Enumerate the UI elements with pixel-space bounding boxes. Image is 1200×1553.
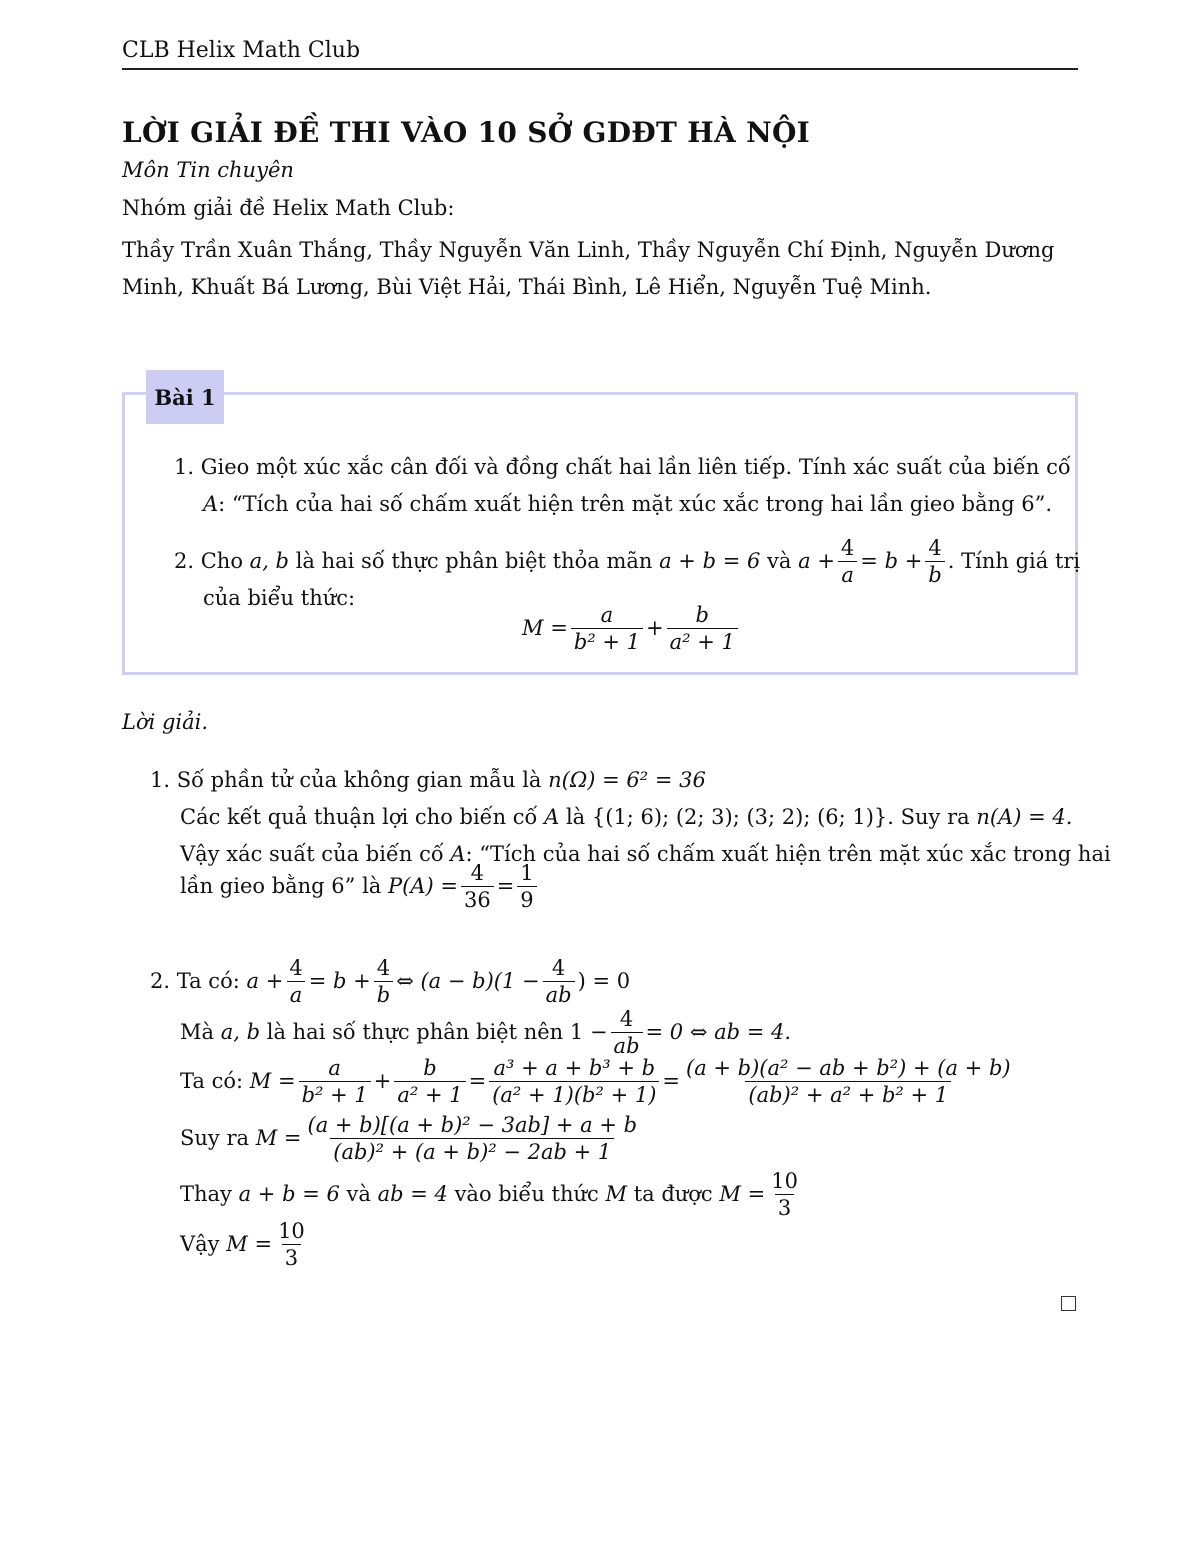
math-expression: P(A) = bbox=[388, 874, 458, 899]
plus-sign: + bbox=[373, 1069, 392, 1094]
fraction bbox=[517, 862, 536, 911]
qed-square-icon bbox=[1061, 1296, 1076, 1311]
var-a: A bbox=[203, 492, 219, 516]
numerator: 10 bbox=[278, 1219, 305, 1243]
numerator: 4 bbox=[619, 1007, 634, 1031]
item-text: là bbox=[565, 805, 586, 829]
equals-sign: = bbox=[308, 969, 327, 994]
team-label: Nhóm giải đề Helix Math Club: bbox=[122, 196, 455, 220]
team-members: Thầy Trần Xuân Thắng, Thầy Nguyễn Văn Linh, Thầy Nguyễn Chí Định, Nguyễn Dương Minh, Khuất Bá Lương, Bùi Việt Hải, Thái Bình, Lê Hiển, Nguyễn Tuệ Minh. bbox=[122, 238, 1055, 299]
equals-sign: = bbox=[254, 1232, 273, 1257]
equals-sign: = bbox=[550, 616, 568, 641]
item-text: Suy ra bbox=[180, 1126, 250, 1151]
item-text: vào biểu thức bbox=[454, 1182, 599, 1207]
var-M: M bbox=[255, 1126, 278, 1151]
fraction bbox=[768, 1170, 801, 1219]
fraction bbox=[925, 537, 944, 586]
item-text: và bbox=[346, 1182, 371, 1207]
denominator: b² + 1 bbox=[299, 1081, 371, 1106]
item-text: Gieo một xúc xắc cân đối và đồng chất hai lần liên tiếp. Tính xác suất của biến cố bbox=[200, 455, 1071, 479]
denominator: ab bbox=[611, 1032, 643, 1057]
plus-sign: + bbox=[645, 616, 664, 641]
solution-part-1-line-4 bbox=[180, 862, 540, 911]
var-M: M bbox=[226, 1232, 248, 1257]
item-text: Cho bbox=[200, 549, 243, 574]
document-subtitle: Môn Tin chuyên bbox=[122, 158, 294, 182]
fraction bbox=[489, 1057, 659, 1106]
denominator: b bbox=[374, 981, 393, 1006]
problem-item-2-line-2: của biểu thức: bbox=[203, 586, 356, 610]
denominator: 9 bbox=[517, 886, 536, 911]
math-expression: = 0 ⇔ ab = 4. bbox=[645, 1020, 792, 1045]
numerator: 4 bbox=[289, 956, 303, 980]
item-text: Mà bbox=[180, 1020, 215, 1045]
denominator: (ab)² + (a + b)² − 2ab + 1 bbox=[330, 1138, 614, 1163]
numerator: a bbox=[600, 603, 614, 627]
var-b: b bbox=[884, 549, 899, 574]
math-expression: n(Ω) = 6² = 36 bbox=[548, 768, 706, 792]
math-expression: n(A) = 4. bbox=[976, 805, 1073, 829]
problem-item-2 bbox=[174, 537, 1080, 586]
fraction bbox=[286, 957, 305, 1006]
numerator: 4 bbox=[376, 956, 391, 980]
equals-sign: = bbox=[468, 1069, 487, 1094]
item-text: : “Tích của hai số chấm xuất hiện trên mặt xúc xắc trong hai lần gieo bằng 6”. bbox=[218, 492, 1053, 516]
eq-sum: a + b = 6 bbox=[659, 549, 761, 574]
var-A: A bbox=[450, 842, 466, 866]
fraction bbox=[571, 604, 643, 653]
var-a: a bbox=[246, 969, 260, 994]
fraction bbox=[667, 604, 738, 653]
fraction bbox=[374, 957, 393, 1006]
denominator: a² + 1 bbox=[394, 1081, 465, 1106]
numerator: a³ + a + b³ + b bbox=[493, 1056, 656, 1080]
item-text: . Suy ra bbox=[887, 805, 970, 829]
solution-part-1-line-2 bbox=[180, 799, 1072, 836]
equals-sign: = bbox=[860, 549, 878, 574]
item-text: : “Tích của hai số chấm xuất hiện trên mặt xúc xắc trong hai bbox=[465, 842, 1111, 866]
math-expression: (a − b)(1 − bbox=[420, 969, 540, 994]
item-text: Vậy bbox=[180, 1232, 220, 1257]
numerator: b bbox=[695, 603, 709, 627]
item-text: Số phần tử của không gian mẫu là bbox=[176, 768, 542, 792]
fraction bbox=[611, 1008, 643, 1057]
numerator: 4 bbox=[928, 536, 942, 560]
item-number: 2. bbox=[150, 969, 171, 994]
solution-label: Lời giải. bbox=[122, 710, 209, 734]
item-text: . Tính giá trị bbox=[947, 549, 1081, 574]
denominator: a bbox=[838, 561, 857, 586]
plus-sign: + bbox=[265, 969, 284, 994]
denominator: (ab)² + a² + b² + 1 bbox=[745, 1081, 951, 1106]
item-text: và bbox=[767, 549, 792, 574]
solution-part-2-line-3 bbox=[180, 1057, 1017, 1106]
denominator: b bbox=[925, 561, 944, 586]
denominator: 36 bbox=[461, 886, 494, 911]
math-expression: a + b = 6 bbox=[238, 1182, 340, 1207]
fraction bbox=[683, 1057, 1014, 1106]
denominator: 3 bbox=[775, 1194, 794, 1219]
item-text: Thay bbox=[180, 1182, 232, 1207]
fraction bbox=[275, 1220, 308, 1269]
item-text: lần gieo bằng 6” là bbox=[180, 874, 382, 899]
equals-sign: = bbox=[277, 1069, 296, 1094]
fraction bbox=[543, 957, 575, 1006]
var-M: M bbox=[249, 1069, 272, 1094]
item-text: Vậy xác suất của biến cố bbox=[180, 842, 444, 866]
equals-sign: = bbox=[496, 874, 515, 899]
equals-sign: = bbox=[747, 1182, 766, 1207]
vars-ab: a, b bbox=[249, 549, 289, 574]
plus-sign: + bbox=[353, 969, 371, 994]
header-rule bbox=[122, 68, 1078, 70]
denominator: ab bbox=[543, 981, 575, 1006]
numerator: 4 bbox=[840, 536, 855, 560]
math-one: 1 bbox=[569, 1020, 584, 1045]
math-expression: ) = 0 bbox=[577, 969, 631, 994]
item-number: 1. bbox=[174, 455, 195, 479]
problem-item-1 bbox=[174, 449, 1071, 486]
page-header bbox=[122, 36, 1078, 66]
var-A: A bbox=[544, 805, 560, 829]
item-number: 1. bbox=[150, 768, 171, 792]
fraction bbox=[394, 1057, 465, 1106]
item-text: Các kết quả thuận lợi cho biến cố bbox=[180, 805, 538, 829]
expression-M bbox=[522, 604, 741, 653]
fraction bbox=[838, 537, 857, 586]
minus-sign: − bbox=[589, 1020, 608, 1045]
denominator: 3 bbox=[282, 1244, 301, 1269]
numerator: 1 bbox=[520, 861, 534, 885]
item-text: là hai số thực phân biệt nên bbox=[266, 1020, 564, 1045]
denominator: b² + 1 bbox=[571, 628, 643, 653]
solution-part-2-line-6 bbox=[180, 1220, 311, 1269]
numerator: 10 bbox=[771, 1169, 798, 1193]
fraction bbox=[461, 862, 494, 911]
denominator: (a² + 1)(b² + 1) bbox=[489, 1081, 659, 1106]
numerator: b bbox=[423, 1056, 437, 1080]
problem-tag: Bài 1 bbox=[146, 370, 224, 424]
header-club-name: CLB Helix Math Club bbox=[122, 38, 361, 63]
item-text: Ta có: bbox=[176, 969, 240, 994]
var-a: a bbox=[798, 549, 811, 574]
solution-part-2-line-5 bbox=[180, 1170, 804, 1219]
plus-sign: + bbox=[817, 549, 835, 574]
var-b: b bbox=[332, 969, 347, 994]
problem-item-1-line-2 bbox=[203, 486, 1052, 523]
item-text: Ta có: bbox=[180, 1069, 244, 1094]
iff-symbol: ⇔ bbox=[396, 969, 414, 994]
solution-part-2-line-4 bbox=[180, 1114, 643, 1163]
item-text: là hai số thực phân biệt thỏa mãn bbox=[295, 549, 653, 574]
vars-ab: a, b bbox=[220, 1020, 261, 1045]
outcome-set: {(1; 6); (2; 3); (3; 2); (6; 1)} bbox=[591, 805, 888, 829]
equals-sign: = bbox=[662, 1069, 680, 1094]
plus-sign: + bbox=[904, 549, 923, 574]
equals-sign: = bbox=[283, 1126, 302, 1151]
fraction bbox=[299, 1057, 371, 1106]
numerator: (a + b)[(a + b)² − 3ab] + a + b bbox=[307, 1113, 638, 1137]
item-text: ta được bbox=[633, 1182, 713, 1207]
solution-part-1-line-1 bbox=[150, 762, 706, 799]
numerator: 4 bbox=[470, 861, 484, 885]
numerator: a bbox=[328, 1056, 341, 1080]
var-M: M bbox=[605, 1182, 627, 1207]
var-M: M bbox=[719, 1182, 741, 1207]
numerator: (a + b)(a² − ab + b²) + (a + b) bbox=[686, 1056, 1011, 1080]
denominator: a² + 1 bbox=[667, 628, 738, 653]
document-title: LỜI GIẢI ĐỀ THI VÀO 10 SỞ GDĐT HÀ NỘI bbox=[122, 116, 811, 149]
item-number: 2. bbox=[174, 549, 195, 574]
numerator: 4 bbox=[551, 956, 566, 980]
solution-part-2-line-2 bbox=[180, 1008, 791, 1057]
denominator: a bbox=[287, 981, 306, 1006]
math-expression: ab = 4 bbox=[377, 1182, 448, 1207]
var-M: M bbox=[522, 616, 544, 641]
solution-part-2-line-1 bbox=[150, 957, 630, 1006]
fraction bbox=[305, 1114, 641, 1163]
